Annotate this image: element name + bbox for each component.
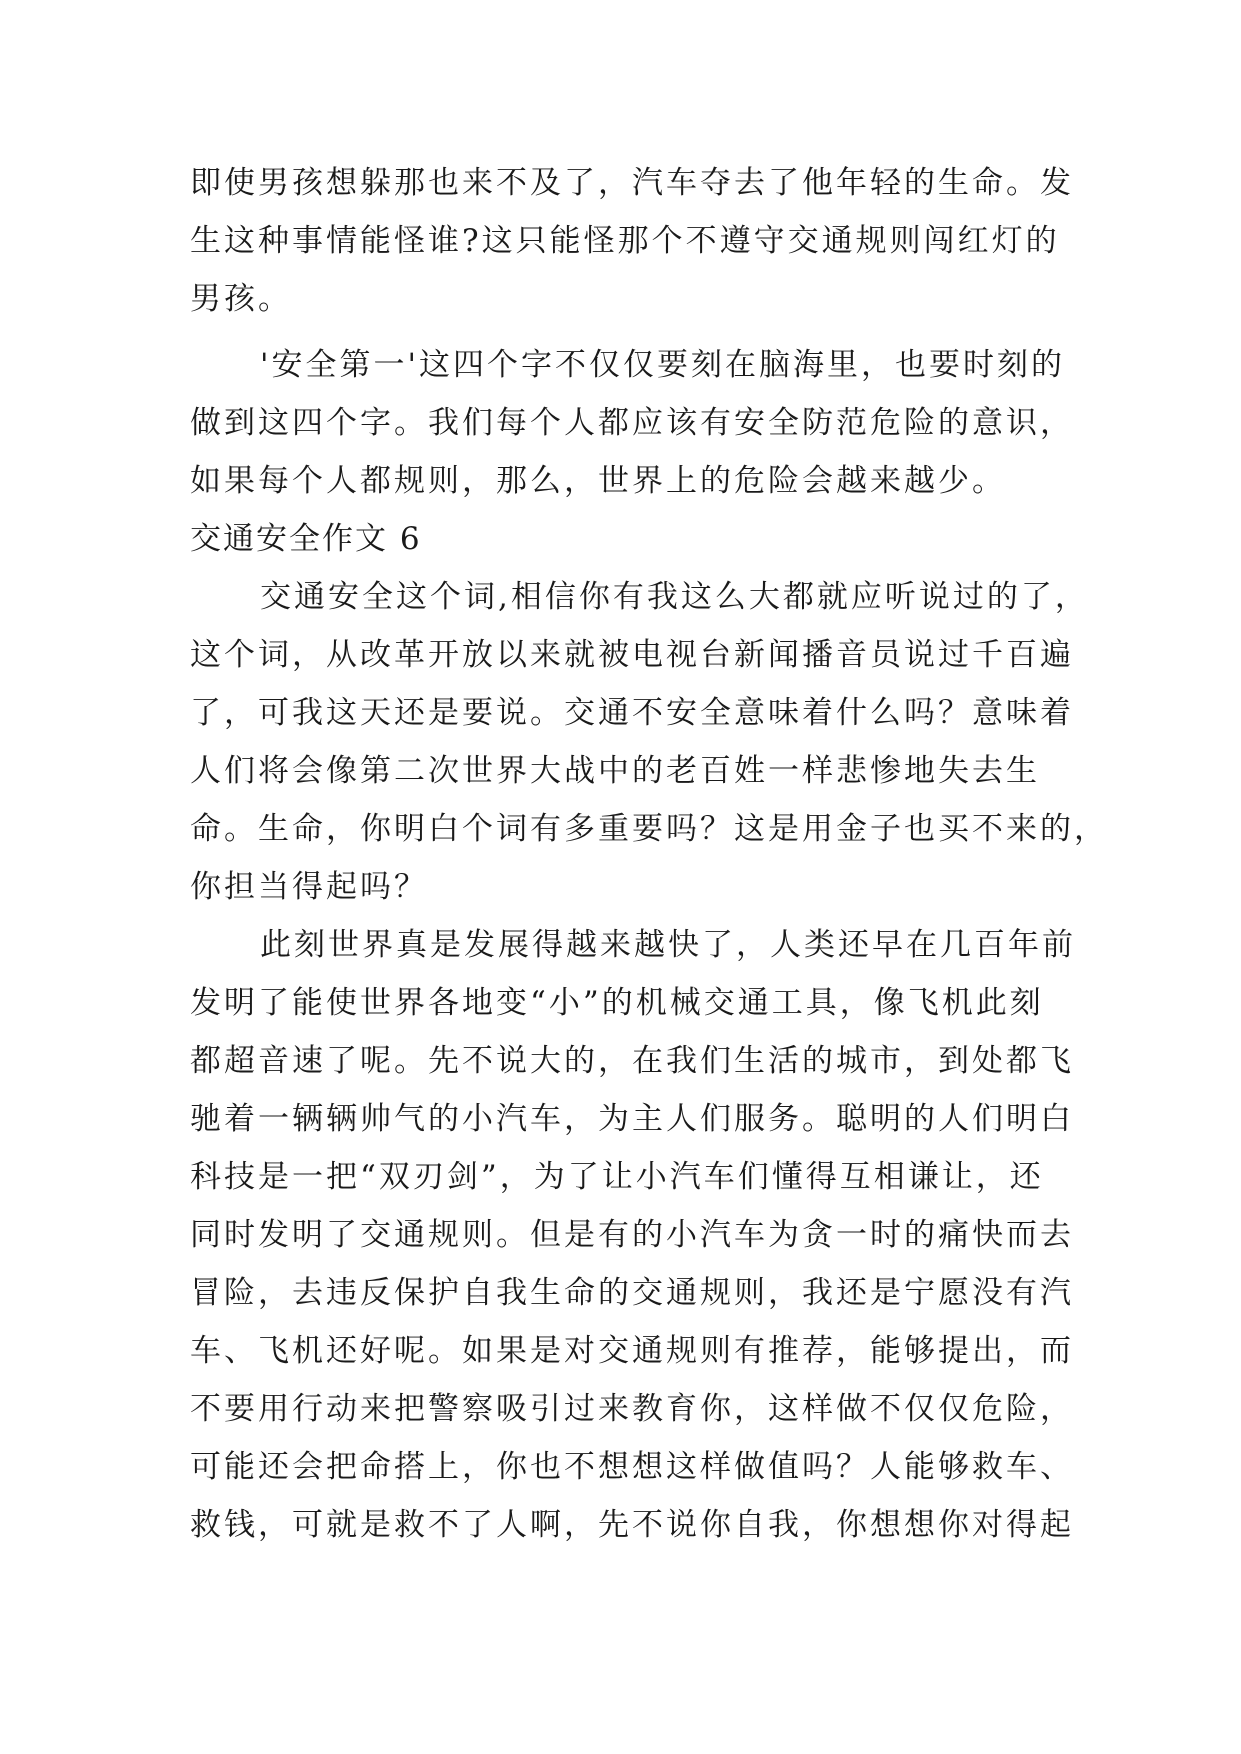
text-line: 救钱，可就是救不了人啊，先不说你自我，你想想你对得起 <box>190 1507 1074 1543</box>
text-line: 驰着一辆辆帅气的小汽车，为主人们服务。聪明的人们明白 <box>190 1101 1074 1137</box>
text-line: 做到这四个字。我们每个人都应该有安全防范危险的意识， <box>190 405 1074 441</box>
text-line: '安全第一'这四个字不仅仅要刻在脑海里，也要时刻的 <box>260 347 1066 383</box>
text-line: 冒险，去违反保护自我生命的交通规则，我还是宁愿没有汽 <box>190 1275 1074 1311</box>
text-line: 可能还会把命搭上，你也不想想这样做值吗？人能够救车、 <box>190 1449 1074 1485</box>
text-line: 这个词，从改革开放以来就被电视台新闻播音员说过千百遍 <box>190 637 1074 673</box>
section-heading: 交通安全作文 6 <box>190 521 422 557</box>
text-line: 都超音速了呢。先不说大的，在我们生活的城市，到处都飞 <box>190 1043 1074 1079</box>
text-line: 科技是一把“双刃剑”，为了让小汽车们懂得互相谦让，还 <box>190 1159 1044 1195</box>
text-line: 交通安全这个词,相信你有我这么大都就应听说过的了， <box>260 579 1089 615</box>
text-line: 不要用行动来把警察吸引过来教育你，这样做不仅仅危险， <box>190 1391 1074 1427</box>
text-line: 车、飞机还好呢。如果是对交通规则有推荐，能够提出，而 <box>190 1333 1074 1369</box>
text-line: 男孩。 <box>190 281 292 317</box>
text-line: 命。生命，你明白个词有多重要吗？这是用金子也买不来的， <box>190 811 1108 847</box>
text-line: 同时发明了交通规则。但是有的小汽车为贪一时的痛快而去 <box>190 1217 1074 1253</box>
text-line: 生这种事情能怪谁?这只能怪那个不遵守交通规则闯红灯的 <box>190 223 1060 259</box>
text-line: 如果每个人都规则，那么，世界上的危险会越来越少。 <box>190 463 1006 499</box>
text-line: 即使男孩想躲那也来不及了，汽车夺去了他年轻的生命。发 <box>190 165 1074 201</box>
text-line: 发明了能使世界各地变“小”的机械交通工具，像飞机此刻 <box>190 985 1044 1021</box>
text-line: 了，可我这天还是要说。交通不安全意味着什么吗？意味着 <box>190 695 1074 731</box>
document-body <box>190 154 1108 1554</box>
text-line: 人们将会像第二次世界大战中的老百姓一样悲惨地失去生 <box>190 753 1040 789</box>
text-line: 此刻世界真是发展得越来越快了，人类还早在几百年前 <box>260 927 1076 963</box>
text-line: 你担当得起吗？ <box>190 869 428 905</box>
